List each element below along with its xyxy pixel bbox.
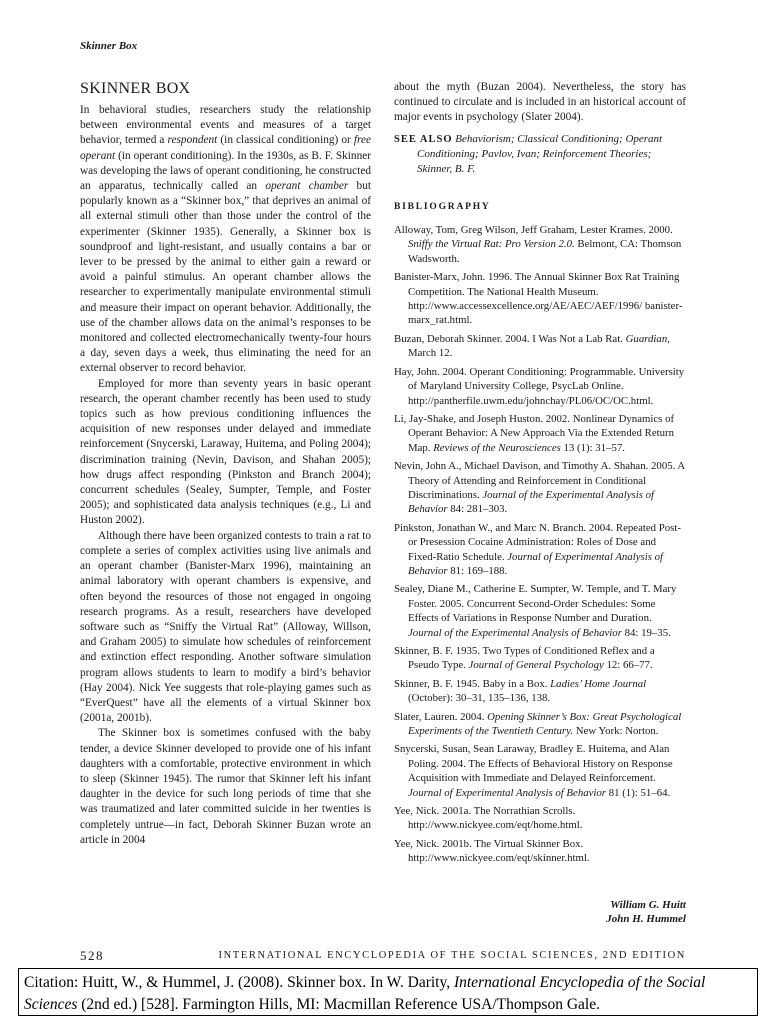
bibliography-entry: Yee, Nick. 2001b. The Virtual Skinner Box. http://www.nickyee.com/eqt/skinner.html. — [394, 837, 590, 865]
bibliography-entry: Buzan, Deborah Skinner. 2004. I Was Not a Lab Rat. Guardian, March 12. — [394, 332, 670, 360]
bibliography-entry: Nevin, John A., Michael Davison, and Timothy A. Shahan. 2005. A Theory of Attending and Reinforcement in Conditional Discriminations. Journal of the Experimental Analysis of Behavior 84: 281–303. — [394, 460, 685, 516]
bibliography-entry: Pinkston, Jonathan W., and Marc N. Branch. 2004. Repeated Post- or Presession Cocaine Administration: Roles of Dose and Fixed-Ratio Schedule. Journal of Experimental Analysis of Behavior 81: 169–188. — [394, 521, 681, 577]
bibliography-entry: Yee, Nick. 2001a. The Norrathian Scrolls. http://www.nickyee.com/eqt/home.html. — [394, 805, 583, 832]
left-column — [80, 78, 371, 848]
publication-title: INTERNATIONAL ENCYCLOPEDIA OF THE SOCIAL SCIENCES, 2ND EDITION — [218, 950, 686, 961]
bibliography-entry: Skinner, B. F. 1935. Two Types of Conditioned Reflex and a Pseudo Type. Journal of General Psychology 12: 66–77. — [394, 645, 655, 672]
bibliography-entry: Alloway, Tom, Greg Wilson, Jeff Graham, Lester Krames. 2000. Sniffy the Virtual Rat: Pro Version 2.0. Belmont, CA: Thomson Wadsworth. — [394, 224, 682, 265]
right-column — [394, 80, 686, 870]
bibliography-entry: Snycerski, Susan, Sean Laraway, Bradley E. Huitema, and Alan Poling. 2004. The Effects of Behavioral History on Response Acquisition with Immediate and Delayed Reinforcement. Journal of Experimental Analysis of Behavior 81 (1): 51–64. — [394, 743, 673, 799]
see-also — [394, 132, 686, 178]
citation-box: Citation: Huitt, W., & Hummel, J. (2008). Skinner box. In W. Darity, International Encyclopedia of the Social Sciences (2nd ed.) [528]. Farmington Hills, MI: Macmillan Reference USA/Thompson Gale. — [18, 968, 758, 1016]
bibliography-entry: Hay, John. 2004. Operant Conditioning: Programmable. University of Maryland University College, PsycLab Online. http://pantherfile.uwm.edu/johnchay/PL06/OC/OC.html. — [394, 365, 685, 407]
bibliography-entry: Li, Jay-Shake, and Joseph Huston. 2002. Nonlinear Dynamics of Operant Behavior: A New Approach Via the Extended Return Map. Reviews of the Neurosciences 13 (1): 31–57. — [394, 412, 675, 454]
bibliography-heading: BIBLIOGRAPHY — [394, 201, 491, 212]
paragraph-continued: about the myth (Buzan 2004). Nevertheless, the story has continued to circulate and is included in an historical account of major events in psychology (Slater 2004). — [394, 81, 686, 124]
bibliography-entry: Sealey, Diane M., Catherine E. Sumpter, W. Temple, and T. Mary Foster. 2005. Concurrent Second-Order Schedules: Some Effects of Variations in Response Number and Duration. Journal of the Experimental Analysis of Behavior 84: 19–35. — [394, 583, 677, 639]
author-name: William G. Huitt — [610, 899, 686, 911]
bibliography-list — [394, 223, 686, 866]
paragraph: In behavioral studies, researchers study the relationship between environmental events and measures of a target behavior, termed a respondent (in classical conditioning) or free operant (in operant conditioning). In the 1930s, as B. F. Skinner was developing the laws of operant conditioning, he constructed an apparatus, technically called an operant chamber but popularly known as a “Skinner box,” that deprives an animal of all external stimuli other than those under the control of the experimenter (Skinner 1935). Generally, a Skinner box is soundproof and light-resistant, and usually contains a bar or lever to be pressed by the animal to either gain a reward or avoid a painful stimulus. An operant chamber allows the researcher to experimentally manipulate environmental stimuli and measure their impact on operant behavior. Additionally, the use of the chamber allows data on the animal’s responses to be monitored and collected electromechanically twenty-four hours a day, seven days a week, thus eliminating the need for an external observer to record behavior. — [80, 104, 371, 375]
see-also-label: SEE ALSO — [394, 133, 453, 145]
page-number: 528 — [80, 948, 104, 963]
running-head: Skinner Box — [80, 40, 138, 52]
entry-title: SKINNER BOX — [80, 80, 191, 97]
see-also-text: Behaviorism; Classical Conditioning; Operant Conditioning; Pavlov, Ivan; Reinforcement Theories; Skinner, B. F. — [417, 132, 663, 176]
author-name: John H. Hummel — [606, 913, 686, 925]
paragraph: The Skinner box is sometimes confused with the baby tender, a device Skinner developed to provide one of his infant daughters with a comfortable, protective environment in which to sleep (Skinner 1945). The rumor that Skinner left his infant daughter in the device for such long periods of time that she was traumatized and later committed suicide in her twenties is completely untrue—in fact, Deborah Skinner Buzan wrote an article in 2004 — [80, 727, 371, 846]
bibliography-entry: Banister-Marx, John. 1996. The Annual Skinner Box Rat Training Competition. The National Health Museum. http://www.accessexcellence.org/AE/AEC/AEF/1996/ banister-marx_rat.html. — [394, 271, 683, 327]
bibliography-entry: Slater, Lauren. 2004. Opening Skinner’s Box: Great Psychological Experiments of the Twentieth Century. New York: Norton. — [394, 710, 682, 738]
paragraph: Employed for more than seventy years in basic operant research, the operant chamber recently has been used to study topics such as how previous conditioning influences the acquisition of new responses under delayed and immediate reinforcement (Snycerski, Laraway, Huitema, and Poling 2004); discrimination training (Nevin, Davison, and Shahan 2005); how drugs affect responding (Pinkston and Branch 2004); concurrent schedules (Sealey, Sumpter, Temple, and Foster 2005); and sophisticated data analysis techniques (e.g., Li and Huston 2002). — [80, 377, 371, 527]
bibliography-entry: Skinner, B. F. 1945. Baby in a Box. Ladies’ Home Journal (October): 30–31, 135–136, 138. — [394, 677, 647, 705]
paragraph: Although there have been organized contests to train a rat to complete a series of complex activities using live animals and an operant chamber (Banister-Marx 1996), maintaining an animal laboratory with operant chambers is expensive, and often beyond the resources of those not engaged in ongoing research programs. As a result, researchers have developed software such as “Sniffy the Virtual Rat” (Alloway, Willson, and Graham 2005) to simulate how schedules of reinforcement and extinction effect responding. Another software simulation program allows students to learn to modify a bird’s behavior (Hay 2004). Nick Yee suggests that role-playing games such as “EverQuest” have all the elements of a virtual Skinner box (2001a, 2001b). — [80, 529, 371, 725]
author-signature — [606, 898, 686, 926]
